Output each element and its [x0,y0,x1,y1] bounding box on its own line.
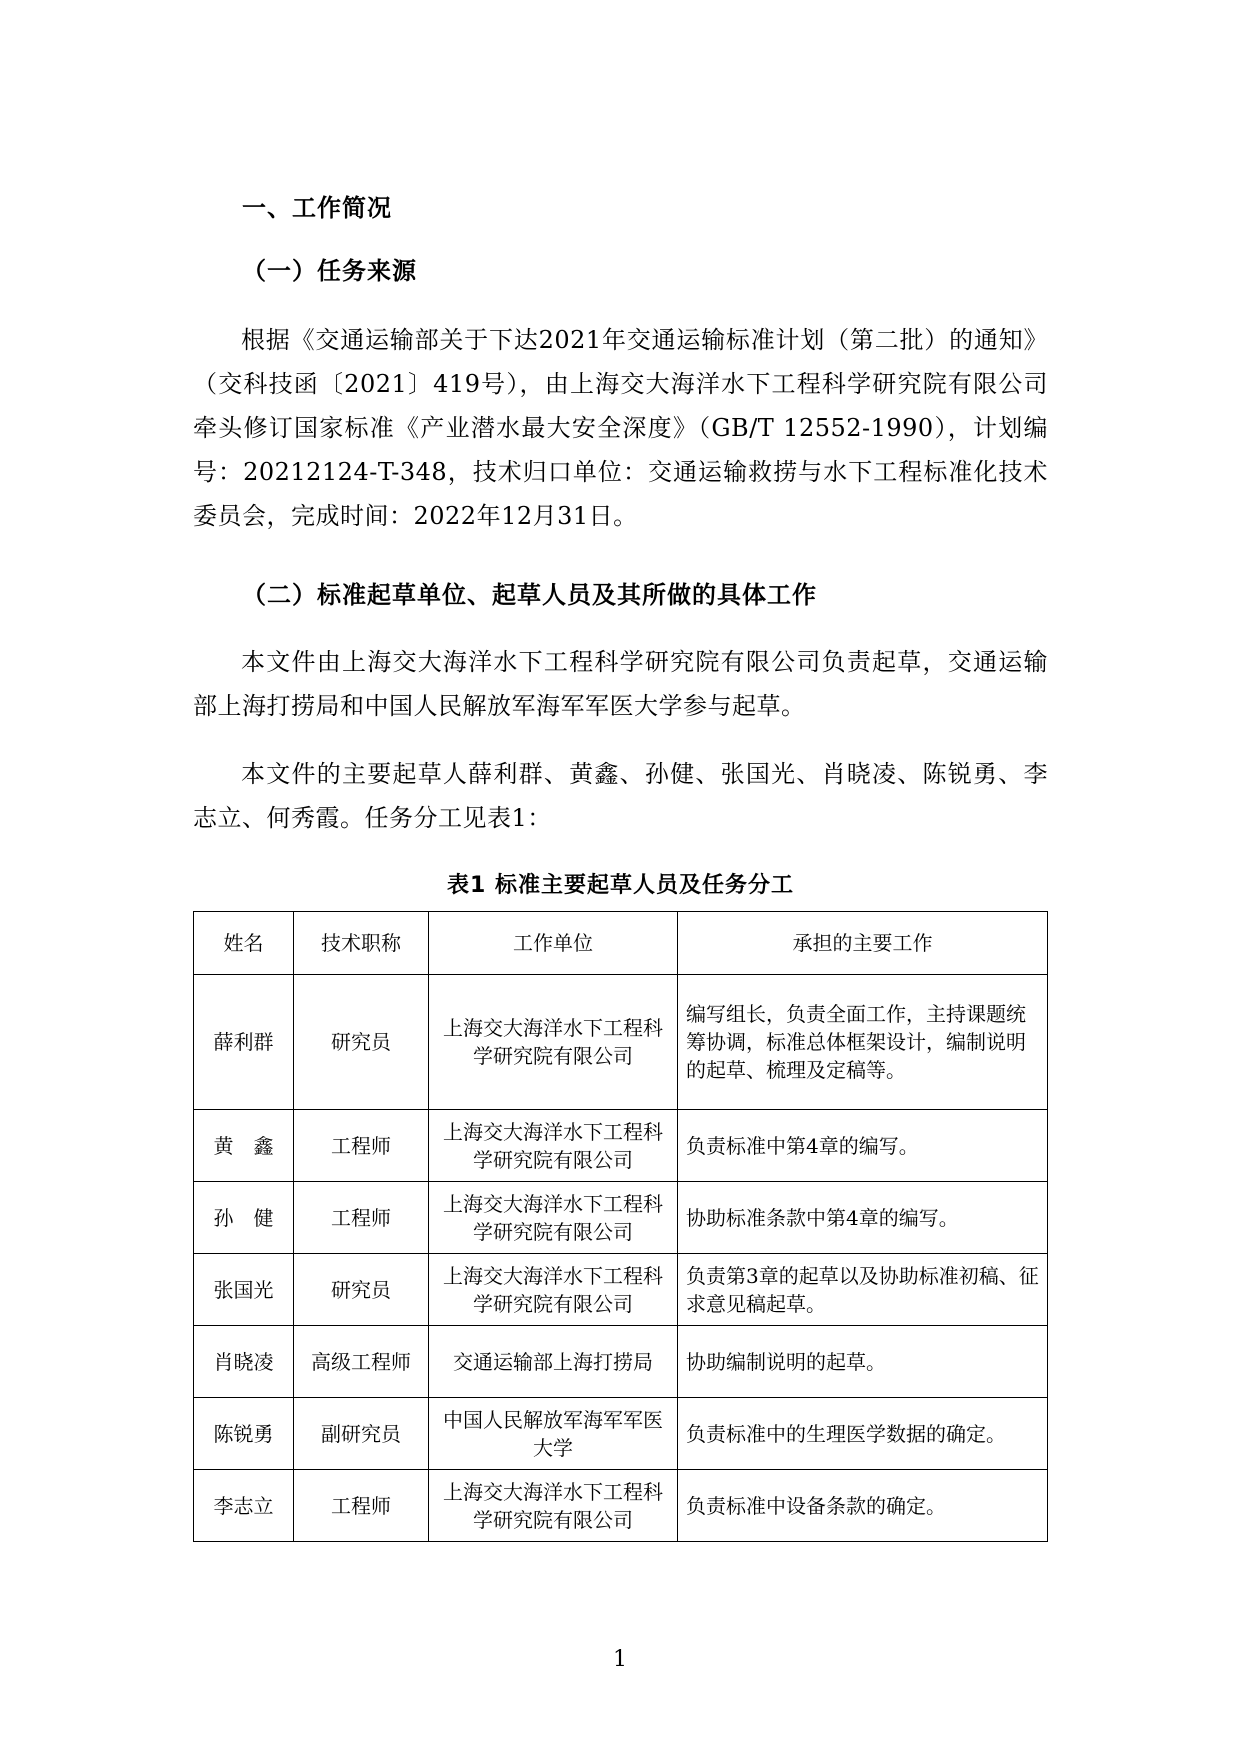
table-caption: 表1 标准主要起草人员及任务分工 [447,873,794,898]
page-number: 1 [613,1647,627,1672]
header-title: 技术职称 [294,912,429,975]
cell-title: 工程师 [294,1182,429,1254]
paragraph-task-source: 根据《交通运输部关于下达2021年交通运输标准计划（第二批）的通知》（交科技函〔2021〕419号），由上海交大海洋水下工程科学研究院有限公司牵头修订国家标准《产业潜水最大安全深度》（GB/T 12552-1990），计划编号：20212124-T-348，技术归口单位：交通运输救捞与水下工程标准化技术委员会，完成时间：2022年12月31日。 [193,326,1048,530]
cell-name: 肖晓凌 [194,1326,294,1398]
cell-title: 研究员 [294,1254,429,1326]
cell-title: 工程师 [294,1110,429,1182]
cell-name: 黄 鑫 [194,1110,294,1182]
paragraph-drafters: 本文件的主要起草人薛利群、黄鑫、孙健、张国光、肖晓凌、陈锐勇、李志立、何秀霞。任务分工见表1： [193,760,1048,832]
header-work: 承担的主要工作 [678,912,1048,975]
table-row [194,1182,1048,1254]
cell-title: 研究员 [294,975,429,1110]
cell-work: 编写组长，负责全面工作，主持课题统筹协调，标准总体框架设计，编制说明的起草、梳理及定稿等。 [678,975,1048,1110]
cell-unit: 中国人民解放军海军军医大学 [429,1398,678,1470]
section-heading-work-overview: 一、工作简况 [242,194,392,222]
cell-work: 协助编制说明的起草。 [678,1326,1048,1398]
cell-unit: 上海交大海洋水下工程科学研究院有限公司 [429,1182,678,1254]
cell-unit: 上海交大海洋水下工程科学研究院有限公司 [429,1110,678,1182]
cell-title: 副研究员 [294,1398,429,1470]
cell-name: 薛利群 [194,975,294,1110]
table-row [194,1254,1048,1326]
table-row [194,1326,1048,1398]
cell-work: 协助标准条款中第4章的编写。 [678,1182,1048,1254]
table-row [194,1110,1048,1182]
cell-name: 李志立 [194,1470,294,1542]
cell-work: 负责第3章的起草以及协助标准初稿、征求意见稿起草。 [678,1254,1048,1326]
cell-unit: 上海交大海洋水下工程科学研究院有限公司 [429,1470,678,1542]
table-row [194,1398,1048,1470]
header-unit: 工作单位 [429,912,678,975]
cell-work: 负责标准中第4章的编写。 [678,1110,1048,1182]
cell-unit: 上海交大海洋水下工程科学研究院有限公司 [429,1254,678,1326]
paragraph-drafting-units: 本文件由上海交大海洋水下工程科学研究院有限公司负责起草，交通运输部上海打捞局和中国人民解放军海军军医大学参与起草。 [193,648,1048,720]
drafters-table [193,911,1048,1542]
cell-work: 负责标准中设备条款的确定。 [678,1470,1048,1542]
header-name: 姓名 [194,912,294,975]
cell-title: 高级工程师 [294,1326,429,1398]
table-row [194,1470,1048,1542]
cell-name: 孙 健 [194,1182,294,1254]
cell-unit: 交通运输部上海打捞局 [429,1326,678,1398]
cell-unit: 上海交大海洋水下工程科学研究院有限公司 [429,975,678,1110]
table-header-row [194,912,1048,975]
cell-work: 负责标准中的生理医学数据的确定。 [678,1398,1048,1470]
cell-name: 陈锐勇 [194,1398,294,1470]
subheading-drafting-units: （二）标准起草单位、起草人员及其所做的具体工作 [242,581,817,609]
cell-name: 张国光 [194,1254,294,1326]
table-row [194,975,1048,1110]
subheading-task-source: （一）任务来源 [242,257,417,285]
cell-title: 工程师 [294,1470,429,1542]
